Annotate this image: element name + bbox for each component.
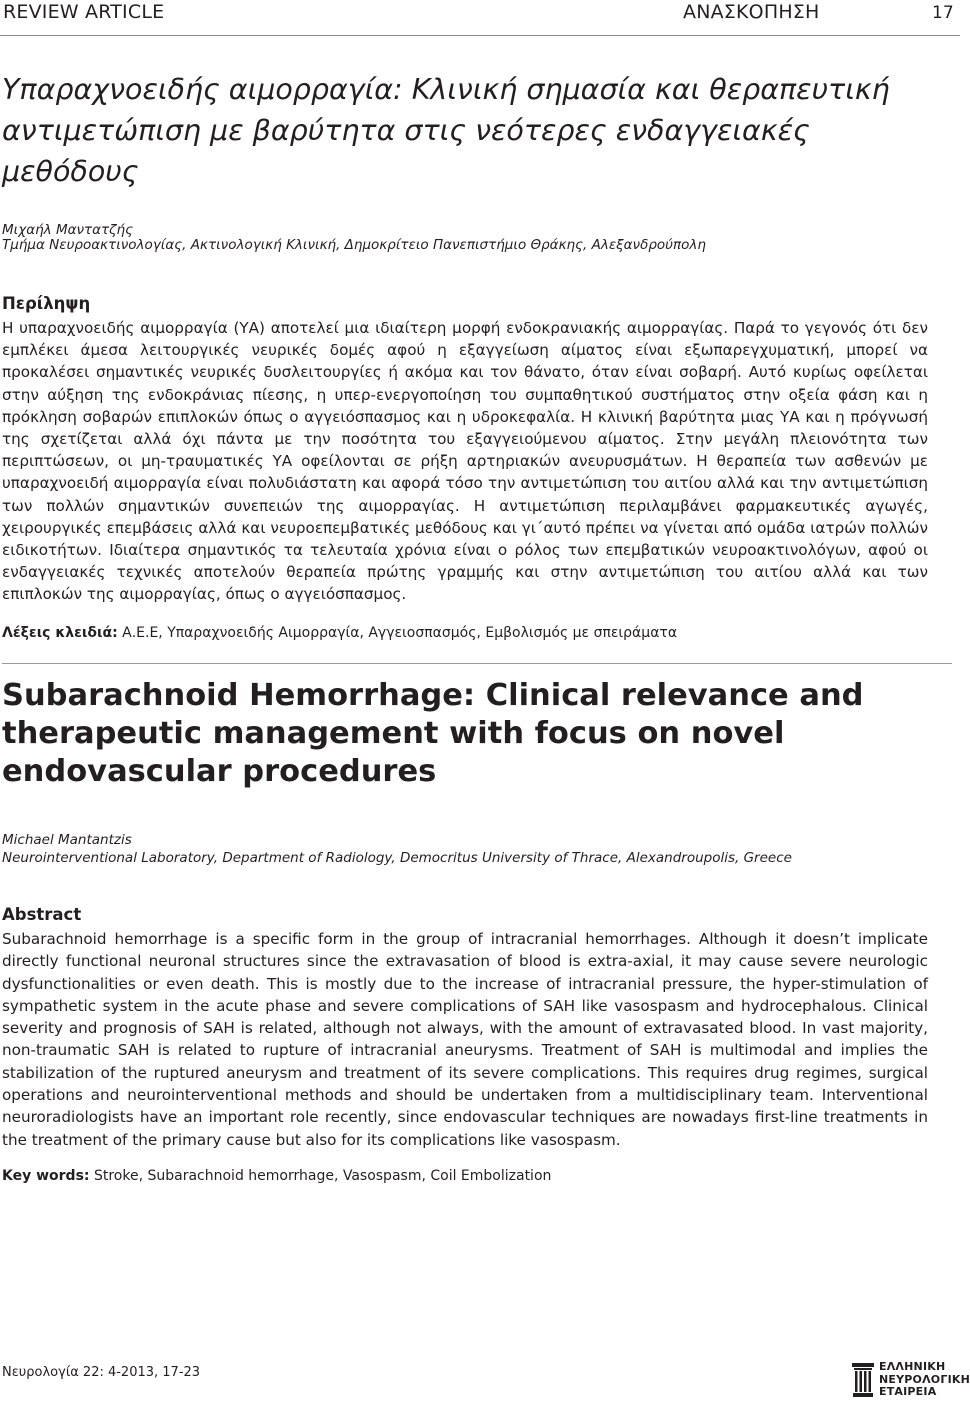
greek-abstract-heading: Περίληψη: [2, 294, 91, 313]
english-keywords: [2, 1168, 551, 1184]
greek-keywords-text: Α.Ε.Ε, Υπαραχνοειδής Αιμορραγία, Αγγειοσπασμός, Εμβολισμός με σπειράματα: [122, 625, 678, 641]
page-number: 17: [932, 3, 954, 23]
english-author: Michael Mantantzis: [2, 832, 132, 848]
greek-author: Μιχαήλ Μαντατζής: [2, 222, 134, 238]
english-keywords-text: Stroke, Subarachnoid hemorrhage, Vasospasm, Coil Embolization: [93, 1168, 552, 1184]
column-logo-icon: [852, 1363, 874, 1397]
greek-affiliation: Τμήμα Νευροακτινολογίας, Ακτινολογική Κλινική, Δημοκρίτειο Πανεπιστήμιο Θράκης, Αλεξανδρούπολη: [2, 237, 706, 253]
greek-keywords-label: Λέξεις κλειδιά:: [2, 625, 118, 641]
english-article-title: Subarachnoid Hemorrhage: Clinical relevance and therapeutic management with focus on novel endovascular procedures: [2, 678, 864, 789]
greek-keywords: [2, 625, 677, 641]
english-abstract-text: Subarachnoid hemorrhage is a specific form in the group of intracranial hemorrhages. Although it doesn’t implicate directly functional neuronal structures since the extravasation of blood is extra-axial, it may cause severe neurologic dysfunctionalities or even death. This is mostly due to the increase of intracranial pressure, the hyper-stimulation of sympathetic system in the acute phase and severe complications of SAH like vasospasm and hydrocephalous. Clinical severity and prognosis of SAH is related, although not always, with the amount of extravasated blood. In vast majority, non-traumatic SAH is related to rupture of intracranial aneurysms. Treatment of SAH is multimodal and implies the stabilization of the ruptured aneurysm and treatment of its severe complications. This requires drug regimes, surgical operations and neurointerventional methods and should be undertaken from a multidisciplinary team. Interventional neuroradiologists have an important role recently, since endovascular techniques are nowadays first-line treatments in the treatment of the primary cause but also for its complications like vasospasm.: [2, 930, 928, 1149]
logo-line-1: ΕΛΛΗΝΙΚΗ: [879, 1360, 946, 1373]
english-abstract-heading: Abstract: [2, 905, 82, 924]
greek-article-title: Υπαραχνοειδής αιμορραγία: Κλινική σημασία και θεραπευτική αντιμετώπιση με βαρύτητα στις νεότερες ενδαγγειακές μεθόδους: [2, 73, 890, 188]
greek-abstract-text: Η υπαραχνοειδής αιμορραγία (ΥΑ) αποτελεί μια ιδιαίτερη μορφή ενδοκρανιακής αιμορραγίας. Παρά το γεγονός ότι δεν εμπλέκει άμεσα λειτουργικές νευρικές δομές αφού η εξαγγείωση αίματος είναι εξωπαρεγχυματική, μπορεί να προκαλέσει σημαντικές νευρικές δυσλειτουργίες ή ακόμα και τον θάνατο, όταν είναι σοβαρή. Αυτό κυρίως οφείλεται στην αύξηση της ενδοκράνιας πίεσης, η υπερ-ενεργοποίηση του συμπαθητικού συστήματος στην οξεία φάση και η πρόκληση σοβαρών επιπλοκών όπως ο αγγειόσπασμος και η υδροκεφαλία. Η κλινική βαρύτητα μιας ΥΑ και η πρόγνωσή της σχετίζεται αλλά όχι πάντα με την ποσότητα του εξαγγειούμενου αίματος. Στην μεγάλη πλειονότητα των περιπτώσεων, οι μη-τραυματικές ΥΑ οφείλονται σε ρήξη αρτηριακών ανευρυσμάτων. Η θεραπεία των ασθενών με υπαραχνοειδή αιμορραγία είναι πολυδιάστατη και αφορά τόσο την αντιμετώπιση του αιτίου αλλά και την αντιμετώπιση των πολλών σημαντικών συνεπειών της αιμορραγίας. Η αντιμετώπιση περιλαμβάνει φαρμακευτικές αγωγές, χειρουργικές επεμβάσεις αλλά και νευροεπεμβατικές μεθόδους και γι΄αυτό πρέπει να γίνεται από ομάδα ιατρών πολλών ειδικοτήτων. Ιδιαίτερα σημαντικός τα τελευταία χρόνια είναι ο ρόλος των επεμβατικών νευροακτινολόγων, αφού οι ενδαγγειακές τεχνικές αποτελούν θεραπεία πρώτης γραμμής και στην αντιμετώπιση του αιτίου αλλά και των επιπλοκών της αιμορραγίας, όπως ο αγγειόσπασμος.: [2, 319, 928, 604]
logo-line-2: ΝΕΥΡΟΛΟΓΙΚΗ: [879, 1372, 970, 1386]
section-divider: [2, 663, 952, 664]
journal-citation: Νευρολογία 22: 4-2013, 17-23: [2, 1365, 201, 1380]
english-keywords-label: Key words:: [2, 1168, 90, 1184]
society-logo: [852, 1360, 970, 1399]
article-type-label-greek: ΑΝΑΣΚΟΠΗΣΗ: [683, 1, 820, 23]
page-header: [0, 0, 960, 36]
logo-line-3: ΕΤΑΙΡΕΙΑ: [879, 1385, 937, 1398]
header-divider: [0, 35, 960, 36]
english-affiliation: Neurointerventional Laboratory, Department of Radiology, Democritus University of Thrace, Alexandroupolis, Greece: [2, 850, 792, 866]
article-type-label: REVIEW ARTICLE: [3, 1, 165, 23]
logo-wordmark: [879, 1361, 970, 1399]
